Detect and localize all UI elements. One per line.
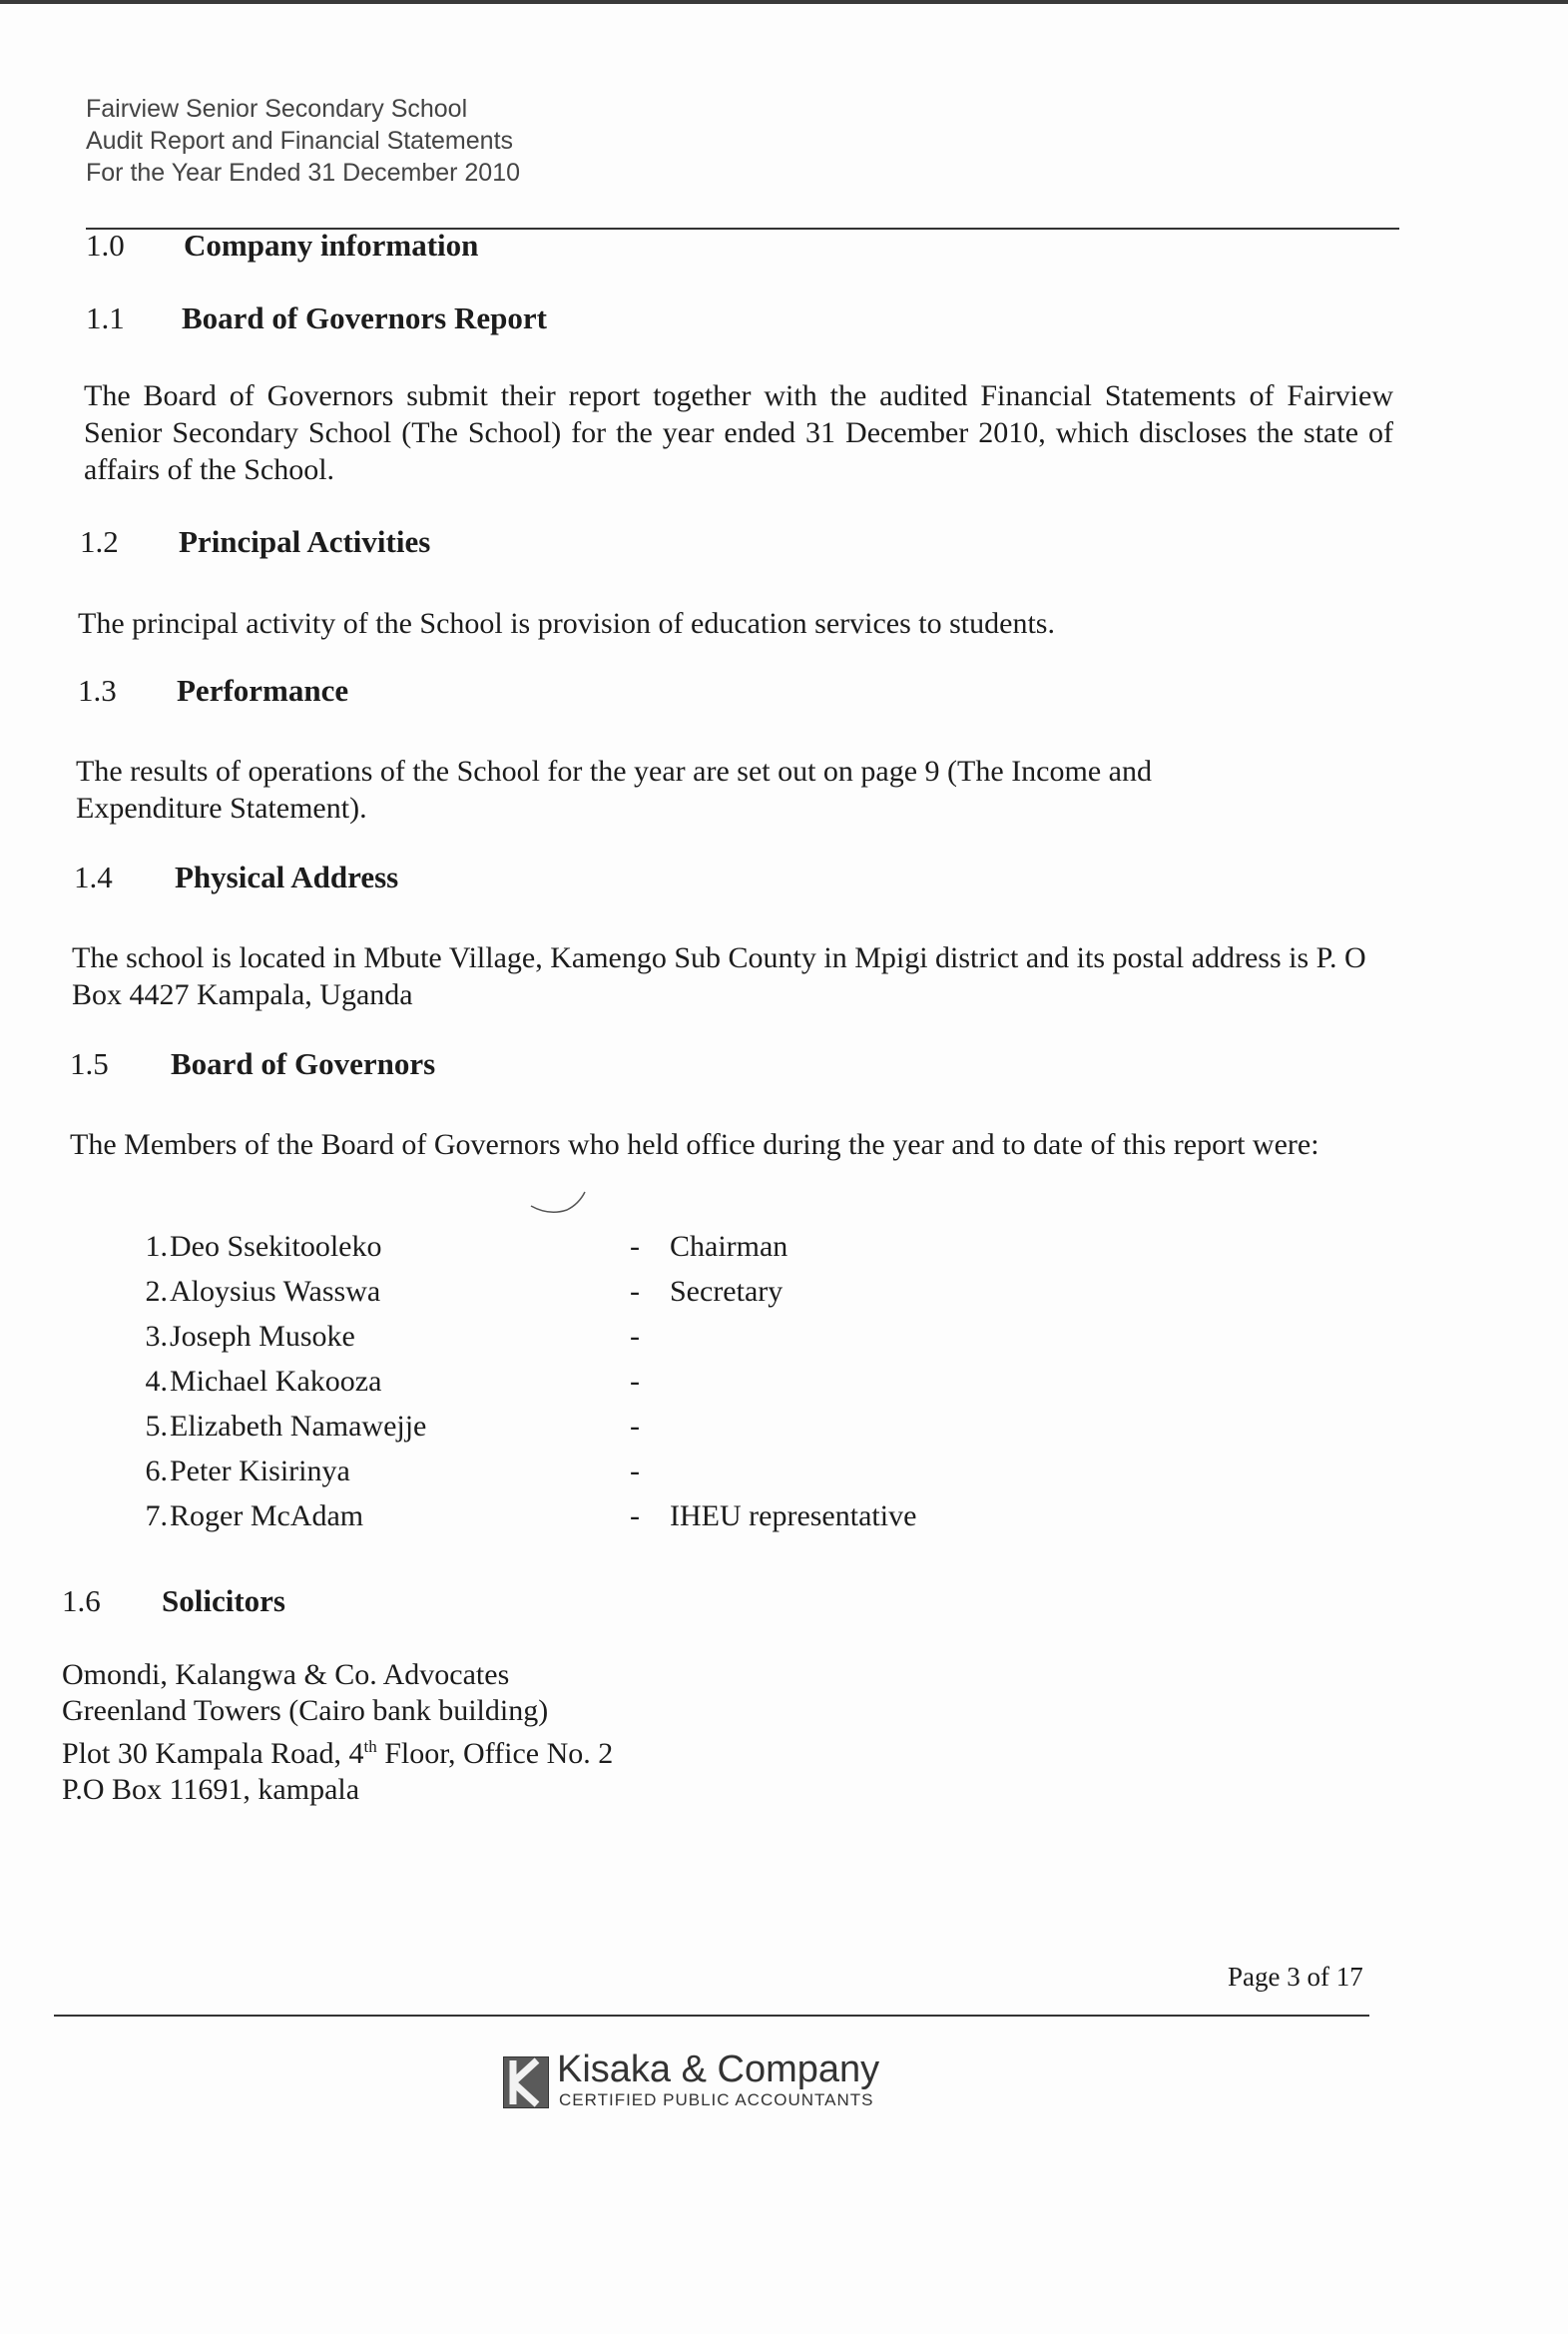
heading-title: Physical Address: [175, 860, 399, 894]
header-school-name: Fairview Senior Secondary School: [86, 95, 468, 123]
principal-activities-paragraph: The principal activity of the School is provision of education services to students.: [78, 607, 1055, 640]
heading-title: Performance: [177, 673, 349, 708]
member-dash: -: [630, 1455, 640, 1487]
heading-1-0: [86, 228, 478, 264]
member-name: Deo Ssekitooleko: [170, 1230, 382, 1263]
heading-1-4: [74, 860, 398, 895]
member-name: Peter Kisirinya: [170, 1455, 350, 1487]
list-index: 5.: [145, 1410, 168, 1443]
page-number: Page 3 of 17: [1228, 1962, 1363, 1992]
heading-title: Board of Governors: [171, 1046, 436, 1081]
solicitors-address: [62, 1657, 613, 1808]
firm-logo-icon: [503, 2056, 549, 2108]
member-name: Aloysius Wasswa: [170, 1275, 381, 1308]
member-name: Michael Kakooza: [170, 1365, 382, 1398]
member-dash: -: [630, 1365, 640, 1398]
heading-number: 1.6: [62, 1583, 101, 1618]
list-index: 6.: [145, 1455, 168, 1487]
solicitor-po-box: P.O Box 11691, kampala: [62, 1773, 360, 1806]
board-report-paragraph: The Board of Governors submit their report together with the audited Financial Statements of Fairview Senior Secondary School (The School) for the year ended 31 December 2010, which discloses the state of affairs of the School.: [84, 379, 1393, 486]
list-index: 1.: [145, 1230, 168, 1263]
header-period: For the Year Ended 31 December 2010: [86, 159, 521, 187]
scan-edge: [0, 0, 1568, 4]
street-text: Plot 30 Kampala Road, 4: [62, 1737, 364, 1770]
heading-1-6: [62, 1583, 285, 1619]
logo-firm-subtitle: CERTIFIED PUBLIC ACCOUNTANTS: [559, 2090, 874, 2109]
solicitor-building: Greenland Towers (Cairo bank building): [62, 1694, 549, 1727]
heading-number: 1.5: [70, 1046, 109, 1081]
member-role: IHEU representative: [670, 1499, 917, 1532]
member-dash: -: [630, 1275, 640, 1308]
logo-firm-name: Kisaka & Company: [557, 2048, 880, 2090]
physical-address-paragraph: The school is located in Mbute Village, Kamengo Sub County in Mpigi district and its postal address is P. O Box 4427 Kampala, Uganda: [72, 941, 1366, 1011]
ordinal-suffix: th: [363, 1737, 377, 1756]
street-text-continued: Floor, Office No. 2: [376, 1737, 614, 1770]
solicitor-street: [62, 1729, 613, 1772]
document-header: [86, 93, 520, 189]
solicitor-firm: Omondi, Kalangwa & Co. Advocates: [62, 1658, 510, 1691]
heading-title: Board of Governors Report: [182, 300, 547, 335]
heading-1-3: [78, 673, 348, 709]
heading-number: 1.3: [78, 673, 117, 708]
member-dash: -: [630, 1320, 640, 1353]
header-report-title: Audit Report and Financial Statements: [86, 127, 514, 155]
heading-1-5: [70, 1046, 435, 1082]
member-dash: -: [630, 1499, 640, 1532]
member-dash: -: [630, 1410, 640, 1443]
heading-1-1: [86, 300, 547, 336]
heading-number: 1.1: [86, 300, 125, 335]
heading-title: Company information: [184, 228, 479, 263]
member-name: Joseph Musoke: [170, 1320, 355, 1353]
member-dash: -: [630, 1230, 640, 1263]
list-index: 7.: [145, 1499, 168, 1532]
member-name: Elizabeth Namawejje: [170, 1410, 427, 1443]
heading-1-2: [80, 524, 430, 560]
heading-title: Solicitors: [162, 1583, 285, 1618]
footer-divider: [54, 2015, 1369, 2017]
list-index: 4.: [145, 1365, 168, 1398]
list-index: 3.: [145, 1320, 168, 1353]
pen-mark: [529, 1188, 589, 1218]
heading-title: Principal Activities: [179, 524, 431, 559]
performance-paragraph: The results of operations of the School for the year are set out on page 9 (The Income and Expenditure Statement).: [76, 755, 1152, 825]
list-index: 2.: [145, 1275, 168, 1308]
heading-number: 1.2: [80, 524, 119, 559]
heading-number: 1.0: [86, 228, 125, 263]
firm-logo: [503, 2048, 942, 2112]
heading-number: 1.4: [74, 860, 113, 894]
member-role: Secretary: [670, 1275, 784, 1308]
board-members-intro: The Members of the Board of Governors who held office during the year and to date of this report were:: [70, 1128, 1319, 1161]
member-name: Roger McAdam: [170, 1499, 364, 1532]
member-role: Chairman: [670, 1230, 788, 1263]
